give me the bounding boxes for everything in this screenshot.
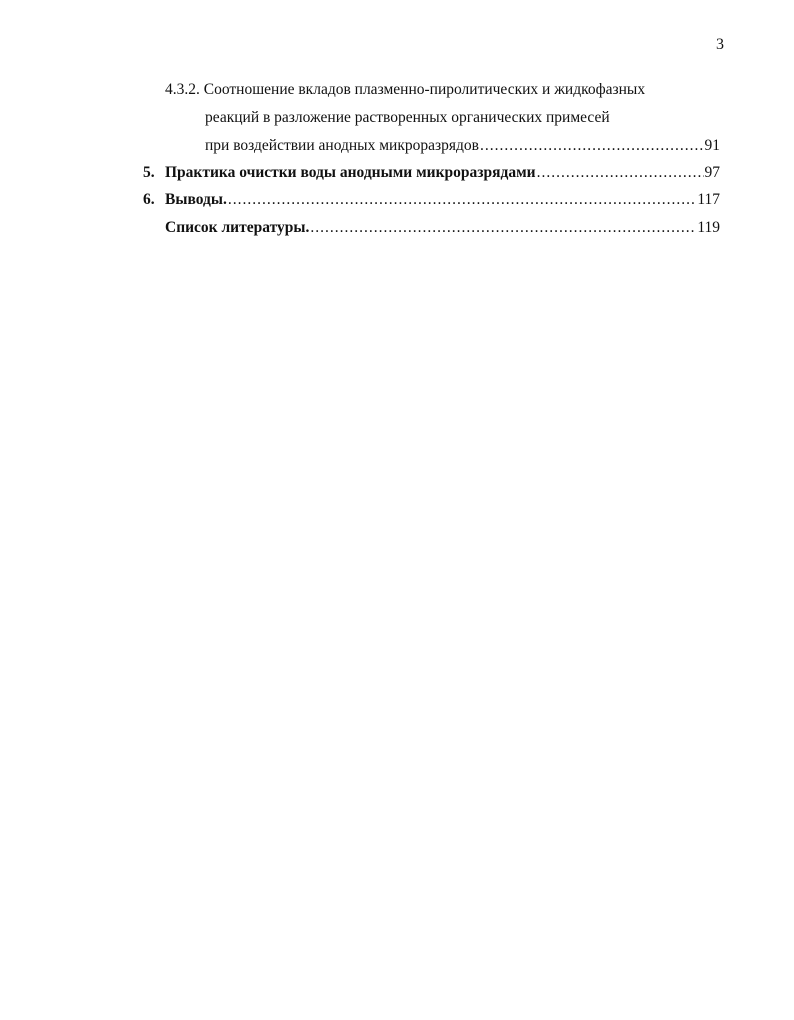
toc-page: 97 [704,164,720,181]
toc-entry-references [165,217,720,239]
toc-title: Соотношение вкладов плазменно-пиролитических и жидкофазных [203,81,646,98]
toc-title: Практика очистки воды анодными микроразрядами [165,164,536,181]
toc-number: 6. [143,191,155,208]
toc-entry-6 [143,189,720,211]
dot-leader [228,189,696,211]
toc-entry-4-3-2-line-1 [165,79,645,101]
toc-number: 5. [143,164,155,181]
dot-leader [480,135,704,157]
toc-title: реакций в разложение растворенных органических примесей [205,109,610,126]
toc-number: 4.3.2. [165,81,200,98]
toc-title: при воздействии анодных микроразрядов [205,137,479,154]
toc-entry-4-3-2-line-3 [205,135,720,157]
toc-page: 91 [704,137,720,154]
dot-leader [310,217,696,239]
page-number: 3 [716,36,724,53]
toc-entry-4-3-2-line-2 [205,107,610,129]
toc-entry-5 [143,162,720,184]
toc-page: 117 [697,191,720,208]
dot-leader [537,162,704,184]
toc-title: Выводы. [165,191,227,208]
toc-title: Список литературы. [165,219,310,236]
toc-page: 119 [697,219,720,236]
